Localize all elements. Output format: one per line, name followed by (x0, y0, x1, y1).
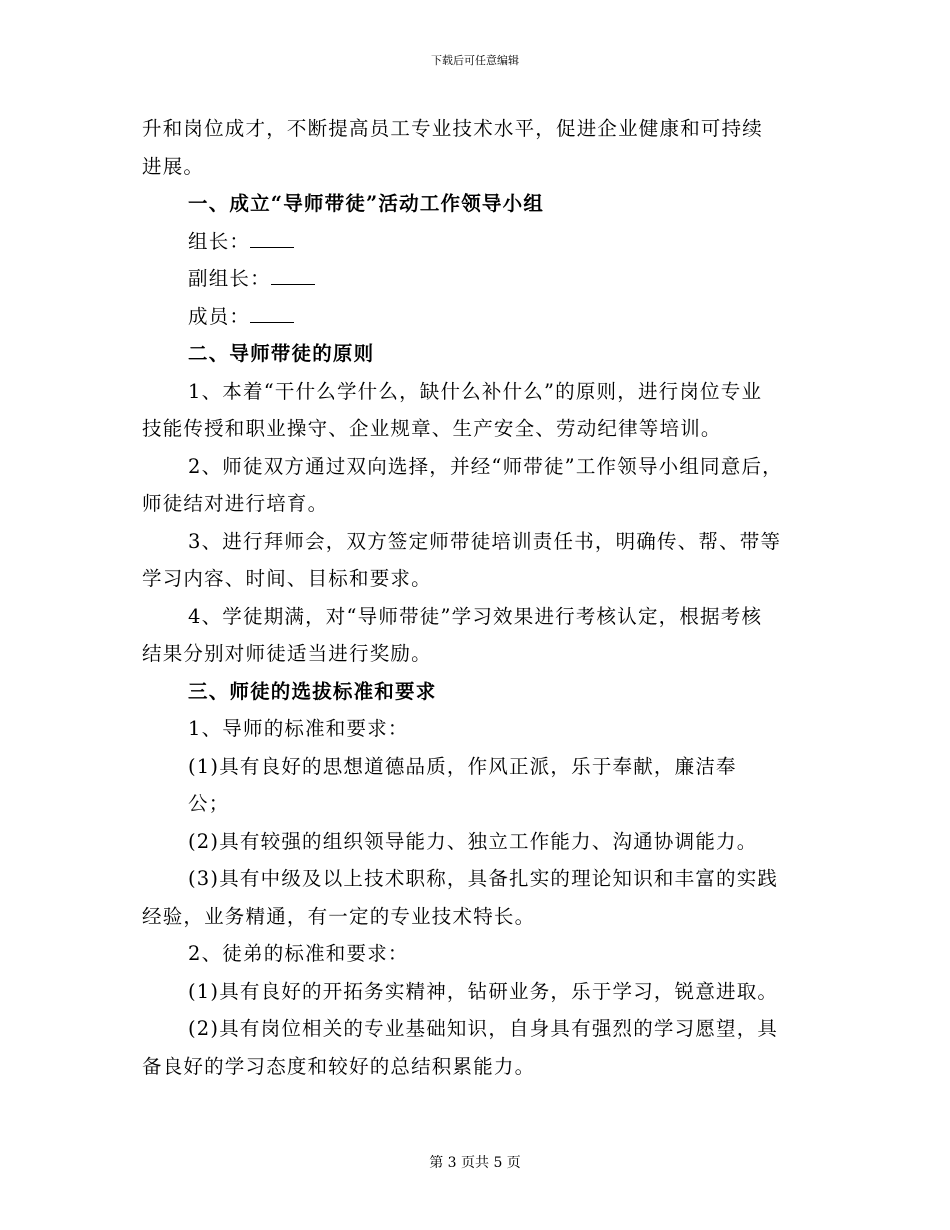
section-heading: 一、成立“导师带徒”活动工作领导小组 (188, 192, 545, 215)
subsection-heading: 1、导师的标准和要求： (188, 717, 409, 740)
paragraph-line: 师徒结对进行培育。 (142, 492, 329, 515)
paragraph-line: (1)具有良好的思想道德品质，作风正派，乐于奉献，廉洁奉 (188, 754, 737, 778)
subsection-heading: 2、徒弟的标准和要求： (188, 942, 409, 965)
section-heading: 三、师徒的选拔标准和要求 (188, 679, 437, 703)
blank-underline (271, 266, 315, 285)
page-footer: 第 3 页共 5 页 (429, 1155, 521, 1171)
leader-field (142, 223, 822, 261)
paragraph-line: 技能传授和职业操守、企业规章、生产安全、劳动纪律等培训。 (142, 417, 722, 440)
paragraph-line: (3)具有中级及以上技术职称，具备扎实的理论知识和丰富的实践 (188, 867, 779, 890)
paragraph-line: 学习内容、时间、目标和要求。 (142, 567, 432, 590)
blank-underline (250, 304, 294, 323)
page-header: 下载后可任意编辑 (431, 54, 519, 67)
field-label: 成员： (188, 304, 251, 328)
paragraph-line: 1、本着“干什么学什么，缺什么补什么”的原则，进行岗位专业 (188, 379, 763, 403)
paragraph-line: 3、进行拜师会，双方签定师带徒培训责任书，明确传、帮、带等 (188, 529, 782, 553)
paragraph-line: 结果分别对师徒适当进行奖励。 (142, 642, 432, 665)
paragraph-line: 4、学徒期满，对“导师带徒”学习效果进行考核认定，根据考核 (188, 604, 763, 628)
deputy-leader-field (142, 260, 822, 298)
paragraph-line: 进展。 (142, 154, 205, 178)
paragraph-line: 升和岗位成才，不断提高员工专业技术水平，促进企业健康和可持续 (142, 117, 764, 140)
paragraph-line: 经验，业务精通，有一定的专业技术特长。 (142, 904, 536, 928)
section-heading: 二、导师带徒的原则 (188, 342, 375, 365)
field-label: 副组长： (188, 267, 271, 290)
paragraph-line: (1)具有良好的开拓务实精神，钻研业务，乐于学习，锐意进取。 (188, 979, 779, 1003)
blank-underline (250, 229, 294, 248)
paragraph-line: (2)具有岗位相关的专业基础知识，自身具有强烈的学习愿望，具 (188, 1017, 779, 1040)
paragraph-line: 备良好的学习态度和较好的总结积累能力。 (142, 1054, 536, 1078)
document-body (142, 110, 822, 1085)
member-field (142, 298, 822, 336)
paragraph-line: 公； (188, 792, 230, 815)
field-label: 组长： (188, 229, 251, 253)
paragraph-line: (2)具有较强的组织领导能力、独立工作能力、沟通协调能力。 (188, 829, 758, 853)
paragraph-line: 2、师徒双方通过双向选择，并经“师带徒”工作领导小组同意后， (188, 454, 783, 478)
